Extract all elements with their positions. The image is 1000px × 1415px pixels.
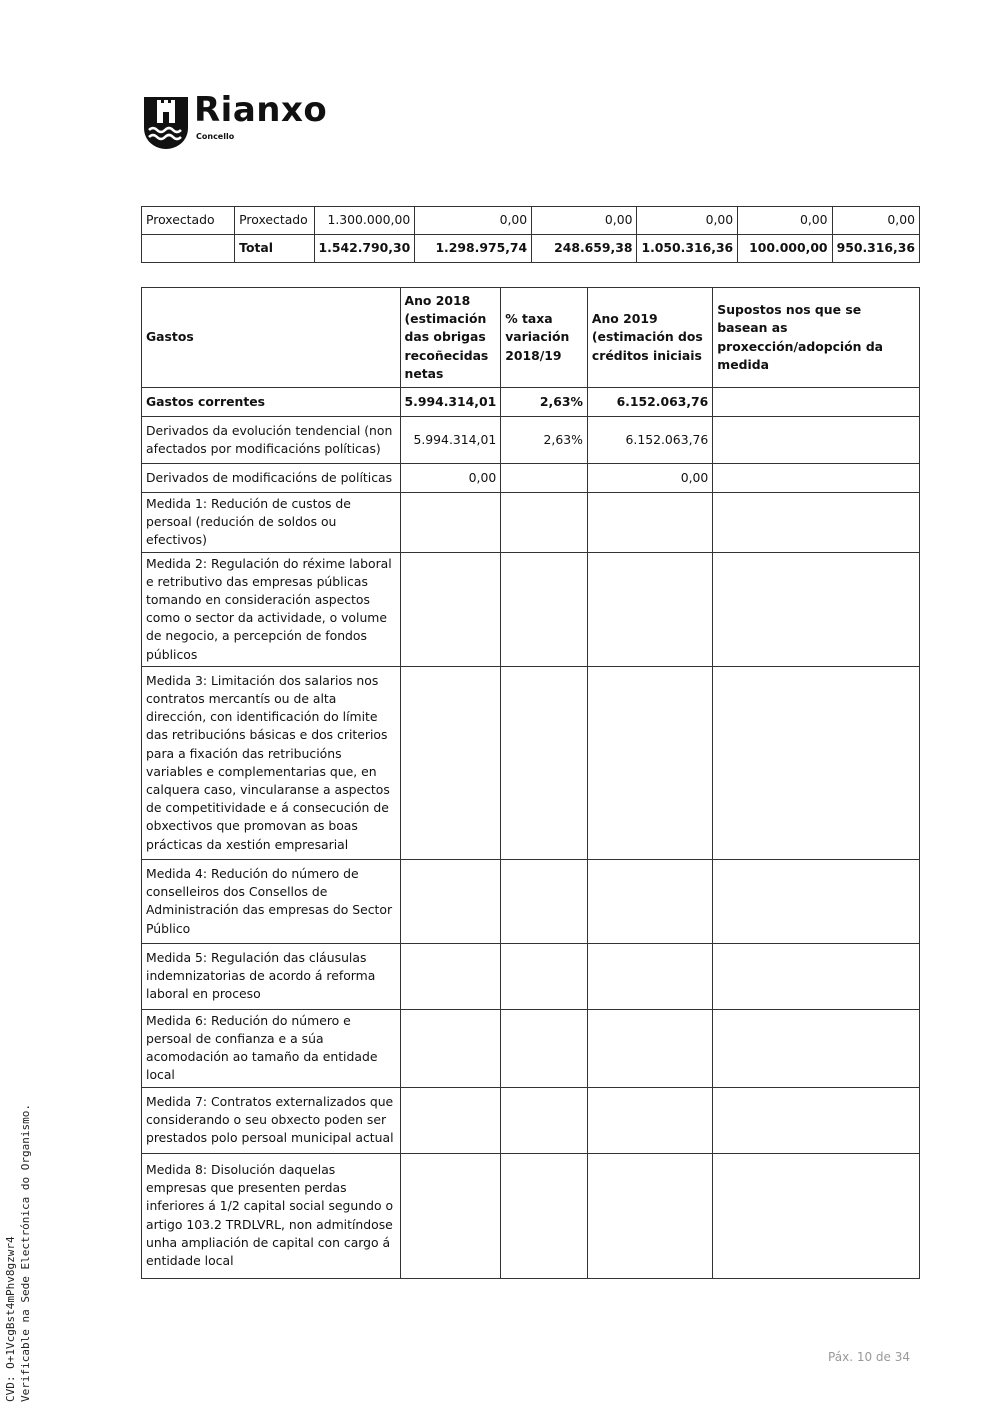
row-supostos (713, 1009, 920, 1087)
row-supostos (713, 552, 920, 666)
row-value-2018: 0,00 (400, 464, 501, 493)
row-taxa (501, 859, 588, 943)
table-row-total (142, 235, 920, 263)
table-cell: Proxectado (235, 207, 314, 235)
cvd-code: CVD: O+1VcgBst4mPhv8gzwr4 (4, 1236, 17, 1402)
row-supostos (713, 666, 920, 859)
table-cell: 1.050.316,36 (637, 235, 738, 263)
row-taxa (501, 1009, 588, 1087)
row-label: Medida 5: Regulación das cláusulas indemnizatorias de acordo á reforma laboral en proceso (142, 943, 401, 1009)
table-row (142, 464, 920, 493)
row-taxa: 2,63% (501, 417, 588, 464)
row-label: Medida 8: Disolución daquelas empresas que presenten perdas inferiores á 1/2 capital social segundo o artigo 103.2 TRDLVRL, non admitíndose unha ampliación de capital con cargo á entidade local (142, 1153, 401, 1278)
row-taxa (501, 552, 588, 666)
row-label: Derivados de modificacións de políticas (142, 464, 401, 493)
row-value-2018 (400, 666, 501, 859)
table-row (142, 417, 920, 464)
row-value-2019: 0,00 (587, 464, 712, 493)
row-value-2019 (587, 859, 712, 943)
row-value-2019: 6.152.063,76 (587, 388, 712, 417)
row-supostos (713, 493, 920, 553)
table-cell: 1.542.790,30 (314, 235, 415, 263)
row-value-2019 (587, 493, 712, 553)
concello-logo (143, 90, 343, 152)
row-taxa: 2,63% (501, 388, 588, 417)
table-cell: 1.298.975,74 (415, 235, 532, 263)
table-cell: 0,00 (738, 207, 832, 235)
row-supostos (713, 417, 920, 464)
summary-table (141, 206, 920, 263)
table-cell: 0,00 (832, 207, 919, 235)
table-row (142, 493, 920, 553)
table-header-row (142, 288, 920, 388)
logo-subtitle: Concello (196, 132, 235, 141)
row-value-2019 (587, 552, 712, 666)
table-row (142, 859, 920, 943)
header-ano-2018: Ano 2018 (estimación das obrigas recoñecidas netas (400, 288, 501, 388)
verification-note: Verificable na Sede Electrónica do Organismo. (19, 1103, 32, 1402)
row-label: Medida 2: Regulación do réxime laboral e retributivo das empresas públicas tomando en consideración aspectos como o sector da actividade, o volume de negocio, a percepción de fondos públicos (142, 552, 401, 666)
row-value-2018 (400, 1087, 501, 1153)
table-row (142, 552, 920, 666)
header-taxa: % taxa variación 2018/19 (501, 288, 588, 388)
row-value-2018 (400, 943, 501, 1009)
row-supostos (713, 1087, 920, 1153)
header-ano-2019: Ano 2019 (estimación dos créditos iniciais (587, 288, 712, 388)
row-supostos (713, 464, 920, 493)
verification-code (3, 1104, 33, 1402)
table-cell: 1.300.000,00 (314, 207, 415, 235)
header-gastos: Gastos (142, 288, 401, 388)
row-label: Gastos correntes (142, 388, 401, 417)
row-value-2019 (587, 943, 712, 1009)
row-value-2018 (400, 493, 501, 553)
table-cell: 248.659,38 (532, 235, 637, 263)
row-supostos (713, 943, 920, 1009)
castle-shield-icon (143, 96, 189, 150)
table-cell: 950.316,36 (832, 235, 919, 263)
row-taxa (501, 666, 588, 859)
header-supostos: Supostos nos que se basean as proxección/adopción da medida (713, 288, 920, 388)
table-row (142, 1153, 920, 1278)
row-label: Medida 4: Redución do número de conselleiros dos Consellos de Administración das empresas do Sector Público (142, 859, 401, 943)
table-cell: Total (235, 235, 314, 263)
row-taxa (501, 464, 588, 493)
row-taxa (501, 493, 588, 553)
row-value-2018: 5.994.314,01 (400, 388, 501, 417)
row-taxa (501, 1087, 588, 1153)
row-value-2019 (587, 1087, 712, 1153)
row-label: Medida 1: Redución de custos de persoal (redución de soldos ou efectivos) (142, 493, 401, 553)
row-label: Medida 6: Redución do número e persoal de confianza e a súa acomodación ao tamaño da entidade local (142, 1009, 401, 1087)
row-taxa (501, 943, 588, 1009)
row-label: Medida 7: Contratos externalizados que considerando o seu obxecto poden ser prestados polo persoal municipal actual (142, 1087, 401, 1153)
table-row (142, 207, 920, 235)
row-value-2019 (587, 666, 712, 859)
row-supostos (713, 1153, 920, 1278)
table-cell: 0,00 (532, 207, 637, 235)
row-value-2019: 6.152.063,76 (587, 417, 712, 464)
table-cell: Proxectado (142, 207, 235, 235)
row-value-2018: 5.994.314,01 (400, 417, 501, 464)
row-supostos (713, 388, 920, 417)
row-value-2018 (400, 859, 501, 943)
row-label: Derivados da evolución tendencial (non afectados por modificacións políticas) (142, 417, 401, 464)
page-number: Páx. 10 de 34 (828, 1350, 910, 1364)
logo-wordmark: Rianxo (194, 90, 328, 130)
table-row (142, 1087, 920, 1153)
table-cell: 0,00 (637, 207, 738, 235)
row-value-2019 (587, 1009, 712, 1087)
gastos-table (141, 287, 920, 1279)
row-value-2019 (587, 1153, 712, 1278)
table-cell (142, 235, 235, 263)
table-cell: 100.000,00 (738, 235, 832, 263)
row-value-2018 (400, 1009, 501, 1087)
row-taxa (501, 1153, 588, 1278)
table-row (142, 943, 920, 1009)
table-row (142, 666, 920, 859)
row-value-2018 (400, 552, 501, 666)
table-cell: 0,00 (415, 207, 532, 235)
row-supostos (713, 859, 920, 943)
table-row (142, 1009, 920, 1087)
table-row (142, 388, 920, 417)
row-label: Medida 3: Limitación dos salarios nos contratos mercantís ou de alta dirección, con identificación do límite das retribucións básicas e dos criterios para a fixación das retribucións variables e complementarias que, en calquera caso, vincularanse a aspectos de competitividade e á consecución de obxectivos que promovan as boas prácticas da xestión empresarial (142, 666, 401, 859)
row-value-2018 (400, 1153, 501, 1278)
